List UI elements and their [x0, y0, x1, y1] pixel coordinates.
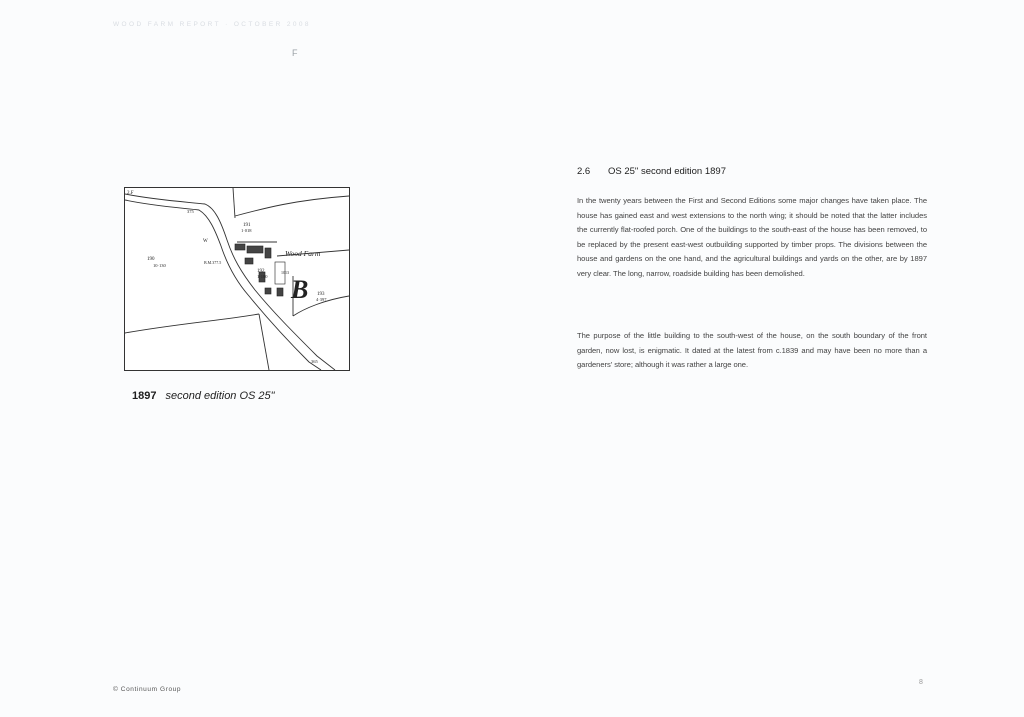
section-number: 2.6 [577, 166, 591, 177]
section-title: OS 25" second edition 1897 [608, 166, 726, 177]
os-map-drawing [125, 188, 349, 370]
header-mark: F [292, 48, 298, 58]
map-parcel-191: 191 [243, 223, 251, 228]
map-place-name: Wood Farm [285, 249, 321, 258]
map-spot-height-1: 375 [187, 209, 194, 214]
map-spot-height-2: 1013 [281, 270, 289, 275]
body-paragraph-2: The purpose of the little building to the south-west of the house, on the south boundary of the front garden, now lost, is enigmatic. It dated at the latest from c.1839 and may have been no more than a gardeners' store; although it was rather a large one. [577, 331, 927, 370]
footer-copyright: © Continuum Group [113, 686, 182, 693]
map-area-193: 4·397 [316, 297, 327, 302]
map-parcel-190: 190 [147, 257, 155, 262]
map-area-190: 10·130 [153, 263, 166, 268]
map-bench-mark: B.M.377.5 [204, 260, 222, 265]
figure-caption [132, 390, 275, 402]
map-area-191: 1·018 [241, 228, 252, 233]
map-corner-label: 2.F [127, 191, 134, 196]
map-parcel-193: 193 [317, 292, 325, 297]
body-paragraph-1: In the twenty years between the First and Second Editions some major changes have taken place. The house has gained east and west extensions to the north wing; it should be noted that the latter includes the currently flat-roofed porch. One of the buildings to the south-east of the house has been removed, to be replaced by the present east-west outbuilding supported by timber props. The divisions between the house and gardens on the one hand, and the agricultural buildings and yards on the other, are by 1897 very clear. The long, narrow, roadside building has been demolished. [577, 196, 927, 278]
page-number: 8 [919, 679, 923, 686]
caption-description: second edition OS 25" [165, 390, 275, 402]
running-header: WOOD FARM REPORT · OCTOBER 2008 [113, 21, 311, 28]
map-spot-height-3: 365 [311, 359, 318, 364]
caption-year: 1897 [132, 390, 157, 402]
map-well-label: W [203, 239, 208, 244]
map-parcel-192: 192 [257, 269, 265, 274]
map-area-192: 1·180 [257, 274, 268, 279]
map-letter: B [291, 275, 309, 304]
os-map-figure [124, 187, 350, 371]
section-heading [577, 166, 726, 177]
